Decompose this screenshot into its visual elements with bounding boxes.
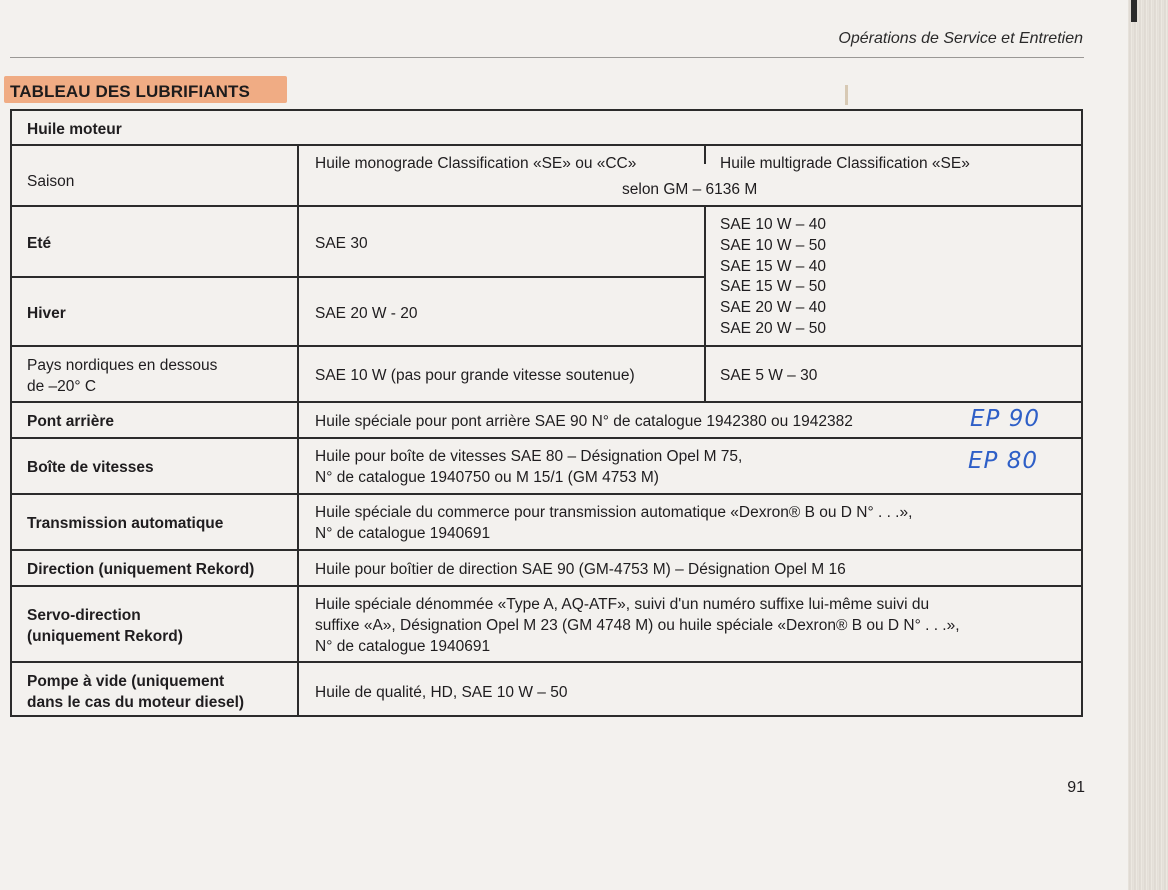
row-divider	[12, 585, 1081, 587]
row-label-direction: Direction (uniquement Rekord)	[27, 561, 255, 578]
transmission-spec	[315, 502, 912, 544]
nordiques-monograde: SAE 10 W (pas pour grande vitesse soutenue)	[315, 367, 635, 384]
spec-line: Huile spéciale dénommée «Type A, AQ-ATF», suivi d'un numéro suffixe lui-même suivi du	[315, 596, 930, 613]
pompe-spec: Huile de qualité, HD, SAE 10 W – 50	[315, 684, 568, 701]
servo-spec	[315, 594, 960, 657]
paper-stain	[845, 85, 848, 105]
spec-line: N° de catalogue 1940691	[315, 638, 491, 655]
row-divider	[12, 437, 1081, 439]
row-label-line: Pompe à vide (uniquement	[27, 673, 225, 690]
row-label-line: dans le cas du moteur diesel)	[27, 694, 245, 711]
row-label-line: (uniquement Rekord)	[27, 628, 183, 645]
section-title: TABLEAU DES LUBRIFIANTS	[10, 82, 250, 101]
pont-spec: Huile spéciale pour pont arrière SAE 90 N° de catalogue 1942380 ou 1942382	[315, 413, 853, 430]
spec-line: N° de catalogue 1940750 ou M 15/1 (GM 4753 M)	[315, 469, 659, 486]
hiver-monograde: SAE 20 W - 20	[315, 305, 418, 322]
row-divider	[12, 549, 1081, 551]
row-label-line: Servo-direction	[27, 607, 141, 624]
row-divider	[12, 276, 704, 278]
row-label-pont: Pont arrière	[27, 413, 115, 430]
spec-line: suffixe «A», Désignation Opel M 23 (GM 4748 M) ou huile spéciale «Dexron® B ou D N° . . .»,	[315, 617, 960, 634]
column-divider	[704, 205, 706, 401]
direction-spec: Huile pour boîtier de direction SAE 90 (GM-4753 M) – Désignation Opel M 16	[315, 561, 846, 578]
multigrade-item: SAE 15 W – 50	[720, 278, 826, 296]
page-edge-shadow	[1131, 0, 1137, 22]
row-label-servo	[27, 605, 183, 647]
multigrade-list	[720, 215, 826, 340]
nordiques-multigrade: SAE 5 W – 30	[720, 367, 818, 384]
row-divider	[12, 493, 1081, 495]
multigrade-item: SAE 10 W – 50	[720, 236, 826, 254]
multigrade-item: SAE 15 W – 40	[720, 257, 826, 275]
row-label-line: de –20° C	[27, 378, 97, 395]
multigrade-item: SAE 20 W – 40	[720, 299, 826, 317]
column-divider	[297, 144, 299, 715]
group-heading: Huile moteur	[27, 121, 122, 138]
row-label-line: Pays nordiques en dessous	[27, 357, 218, 374]
header-rule	[10, 57, 1084, 58]
spec-line: Huile spéciale du commerce pour transmission automatique «Dexron® B ou D N° . . .»,	[315, 504, 913, 521]
lubricant-table	[10, 109, 1083, 717]
handwritten-ep80: EP 80	[968, 448, 1038, 474]
row-divider	[12, 661, 1081, 663]
ete-monograde: SAE 30	[315, 235, 368, 252]
row-divider	[12, 144, 1081, 146]
spec-line: Huile pour boîte de vitesses SAE 80 – Désignation Opel M 75,	[315, 448, 743, 465]
season-label: Saison	[27, 173, 75, 190]
row-label-hiver: Hiver	[27, 305, 66, 322]
row-label-transmission: Transmission automatique	[27, 515, 224, 532]
row-divider	[12, 345, 1081, 347]
page-edge	[1128, 0, 1168, 890]
row-label-pompe	[27, 671, 244, 713]
multigrade-item: SAE 10 W – 40	[720, 216, 826, 233]
multigrade-header: Huile multigrade Classification «SE»	[720, 155, 970, 172]
spec-line: N° de catalogue 1940691	[315, 525, 491, 542]
monograde-header: Huile monograde Classification «SE» ou «CC»	[315, 155, 637, 172]
column-divider	[704, 146, 706, 164]
running-head: Opérations de Service et Entretien	[838, 30, 1083, 47]
row-label-boite: Boîte de vitesses	[27, 459, 154, 476]
row-label-nordiques	[27, 355, 217, 397]
row-label-ete: Eté	[27, 235, 52, 252]
spec-line: selon GM – 6136 M	[622, 181, 758, 198]
row-divider	[12, 401, 1081, 403]
handwritten-ep90: EP 90	[970, 406, 1040, 432]
multigrade-item: SAE 20 W – 50	[720, 319, 826, 337]
boite-spec	[315, 446, 742, 488]
page-number: 91	[1067, 779, 1085, 796]
row-divider	[12, 205, 1081, 207]
